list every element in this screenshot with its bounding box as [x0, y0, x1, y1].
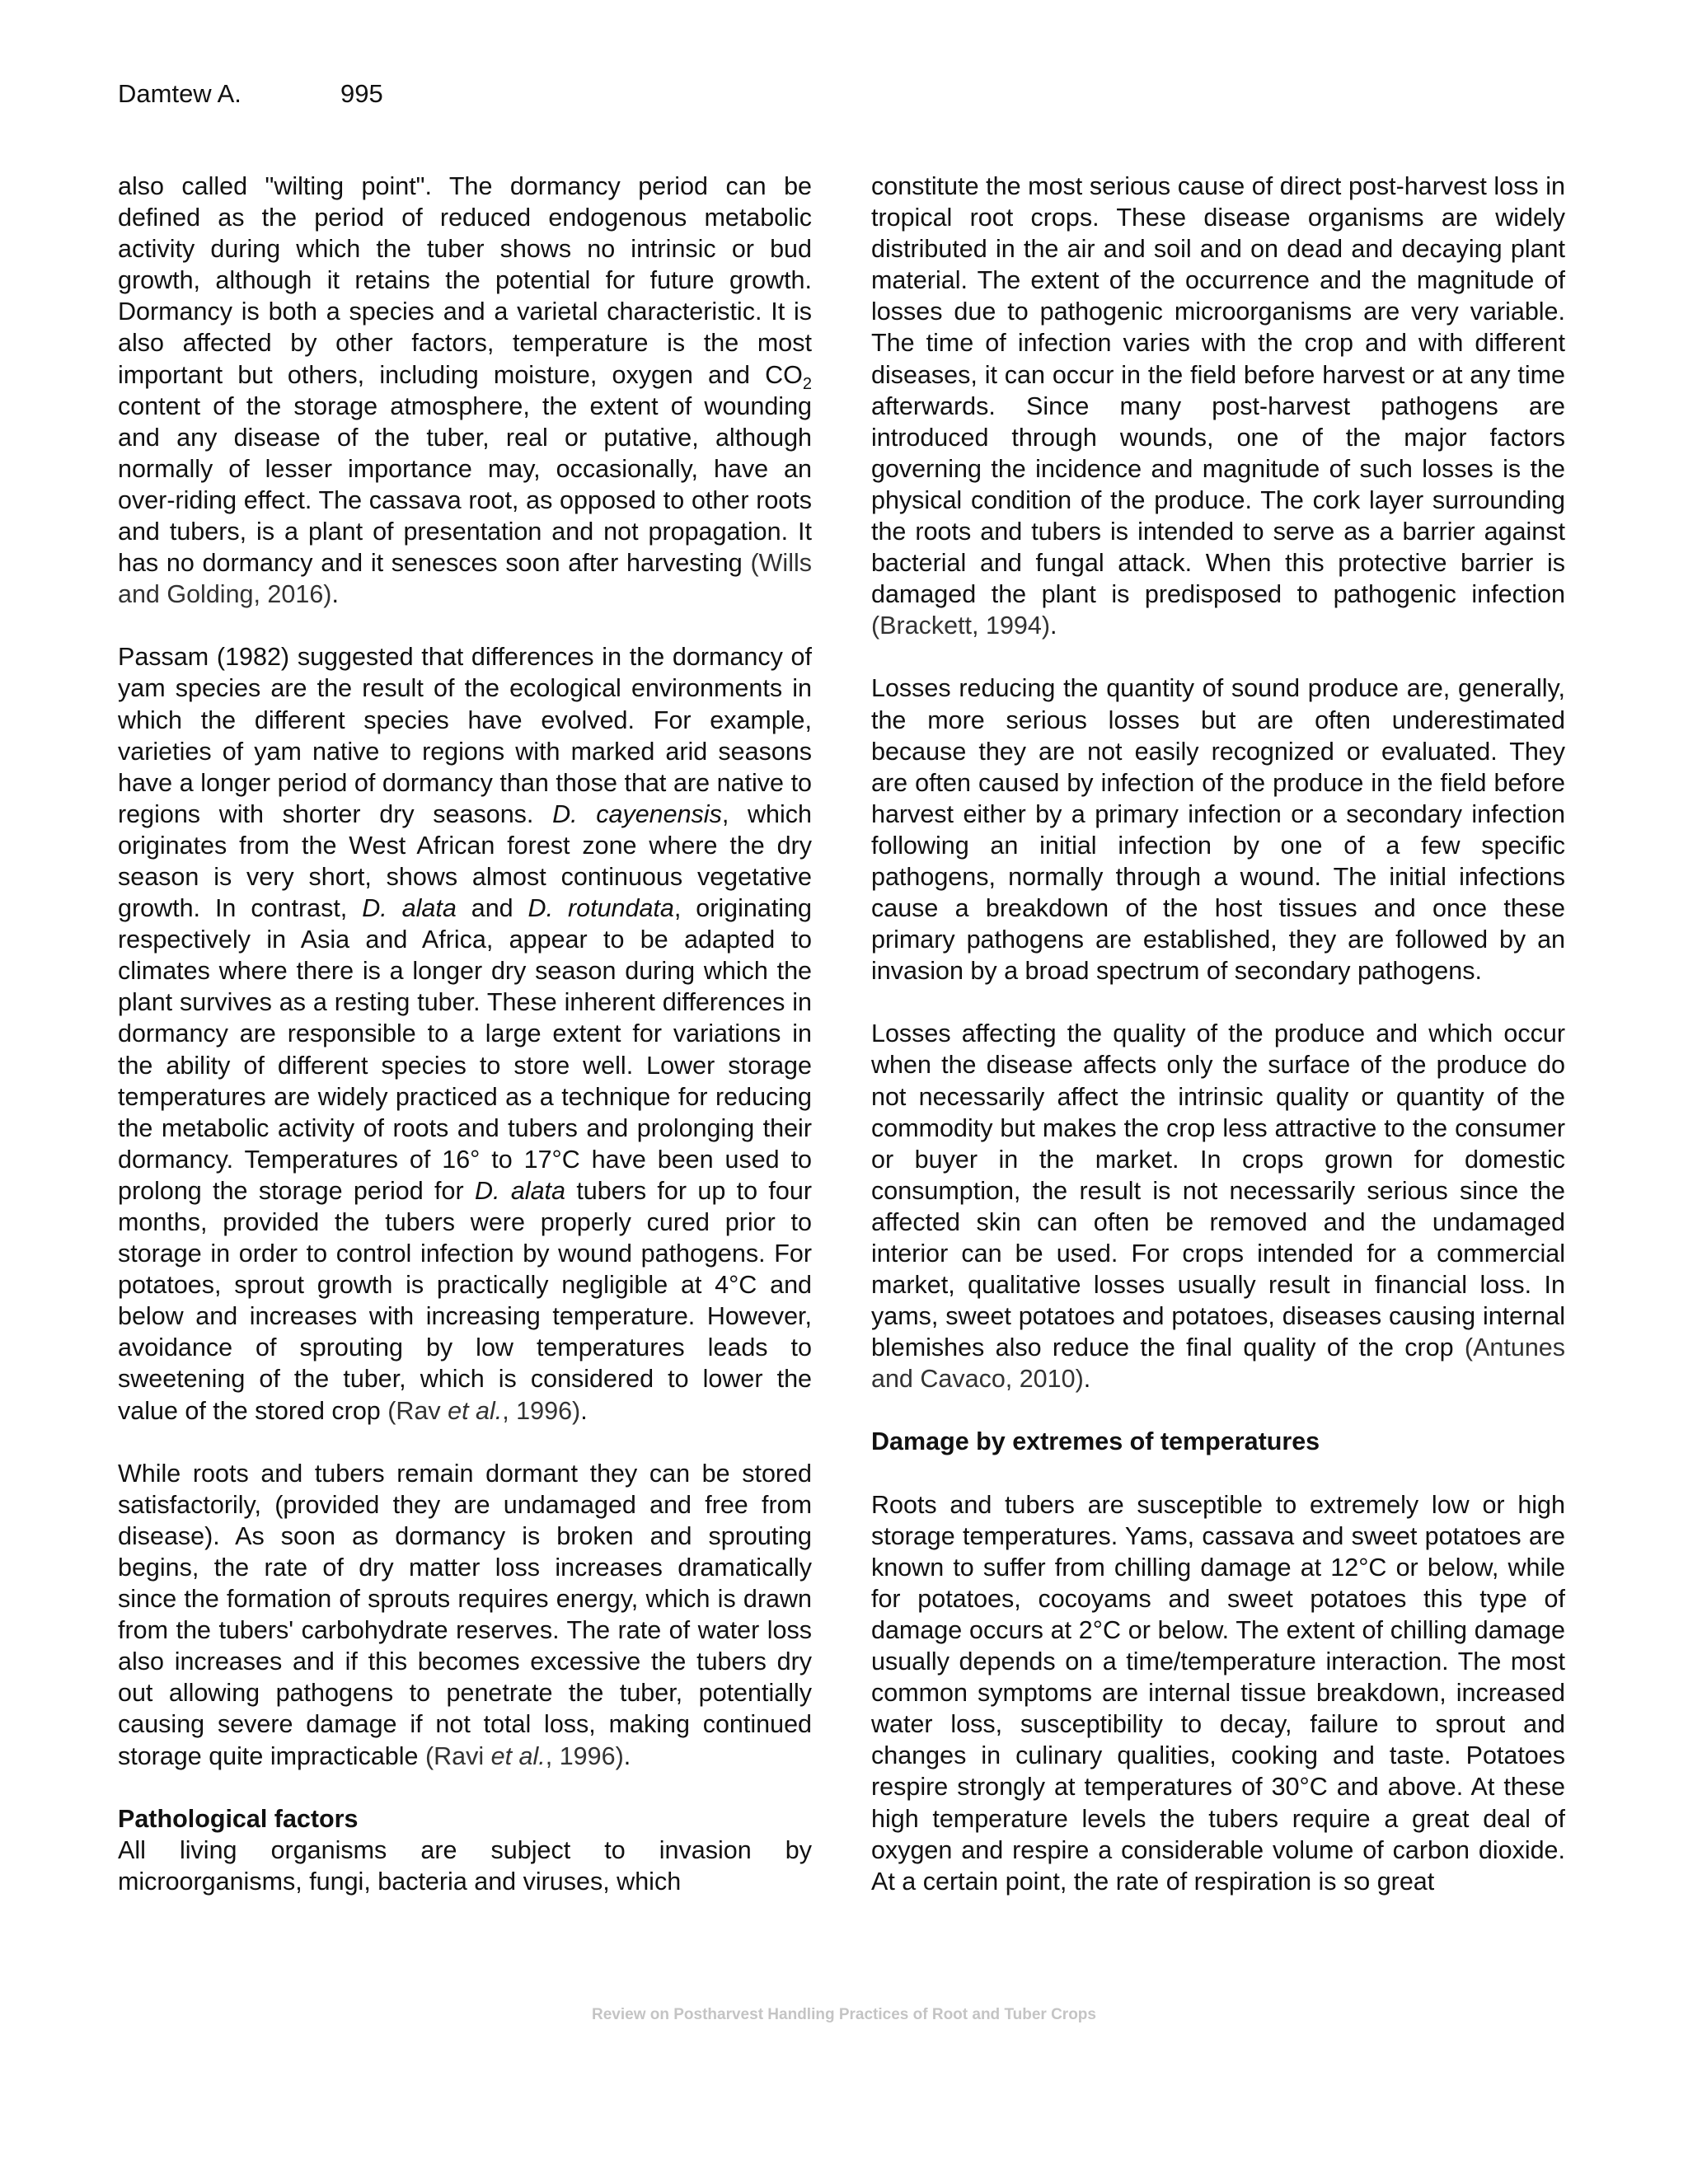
running-header [118, 79, 383, 109]
species-name: D. alata [362, 894, 457, 923]
running-footer: Review on Postharvest Handling Practices of Root and Tuber Crops [592, 2006, 1096, 2023]
section-heading: Damage by extremes of temperatures [871, 1427, 1320, 1456]
species-name: D. rotundata [528, 894, 674, 923]
paragraph: All living organisms are subject to invasion by microorganisms, fungi, bacteria and viruses, which [118, 1835, 812, 1896]
citation: (Ravi et al., 1996) [424, 1741, 624, 1770]
citation: (Brackett, 1994) [871, 612, 1050, 640]
paragraph: also called "wilting point". The dormancy period can be defined as the period of reduced endogenous metabolic activity during which the tuber shows no intrinsic or bud growth, although it retains the potential for future growth. Dormancy is both a species and a varietal characteristic. It is also affected by other factors, temperature is the most important but others, including moisture, oxygen and $CO_2$ content of the storage atmosphere, the extent of wounding and any disease of the tuber, real or putative, although normally of lesser importance may, occasionally, have an over-riding effect. The cassava root, as opposed to other roots and tubers, is a plant of presentation and not propagation. It has no dormancy and it senesces soon after harvesting (Wills and Golding, 2016). [118, 172, 812, 609]
subscript: 2 [802, 374, 812, 393]
species-name: D. cayenensis [552, 799, 722, 828]
species-name: D. alata [474, 1176, 565, 1205]
citation: (Antunes and Cavaco, 2010) [871, 1333, 1565, 1394]
author-name: Damtew A. [118, 79, 241, 108]
section-heading: Pathological factors [118, 1804, 359, 1833]
right-column [871, 171, 1565, 1897]
paragraph: constitute the most serious cause of direct post-harvest loss in tropical root crops. These disease organisms are widely distributed in the air and soil and on dead and decaying plant material. The extent of the occurrence and the magnitude of losses due to pathogenic microorganisms are very variable. The time of infection varies with the crop and with different diseases, it can occur in the field before harvest or at any time afterwards. Since many post-harvest pathogens are introduced through wounds, one of the major factors governing the incidence and magnitude of such losses is the physical condition of the produce. The cork layer surrounding the roots and tubers is intended to serve as a barrier against bacterial and fungal attack. When this protective barrier is damaged the plant is predisposed to pathogenic infection (Brackett, 1994). [871, 172, 1565, 640]
paragraph: While roots and tubers remain dormant they can be stored satisfactorily, (provided they are undamaged and free from disease). As soon as dormancy is broken and sprouting begins, the rate of dry matter loss increases dramatically since the formation of sprouts requires energy, which is drawn from the tubers' carbohydrate reserves. The rate of water loss also increases and if this becomes excessive the tubers dry out allowing pathogens to penetrate the tuber, potentially causing severe damage if not total loss, making continued storage quite impracticable (Ravi et al., 1996). [118, 1459, 812, 1770]
left-column [118, 171, 812, 1897]
citation: (Wills and Golding, 2016) [118, 549, 812, 609]
page-number: 995 [340, 79, 383, 108]
paragraph: Losses affecting the quality of the produce and which occur when the disease affects only the surface of the produce do not necessarily affect the intrinsic quality or quantity of the commodity but makes the crop less attractive to the consumer or buyer in the market. In crops grown for domestic consumption, the result is not necessarily serious since the affected skin can often be removed and the undamaged interior can be used. For crops intended for a commercial market, qualitative losses usually result in financial loss. In yams, sweet potatoes and potatoes, diseases causing internal blemishes also reduce the final quality of the crop (Antunes and Cavaco, 2010). [871, 1019, 1565, 1394]
citation: (Rav et al., 1996) [387, 1396, 581, 1425]
paragraph: Roots and tubers are susceptible to extremely low or high storage temperatures. Yams, cassava and sweet potatoes are known to suffer from chilling damage at 12°C or below, while for potatoes, cocoyams and sweet potatoes this type of damage occurs at 2°C or below. The extent of chilling damage usually depends on a time/temperature interaction. The most common symptoms are internal tissue breakdown, increased water loss, susceptibility to decay, failure to sprout and changes in culinary qualities, cooking and taste. Potatoes respire strongly at temperatures of 30°C and above. At these high temperature levels the tubers require a great deal of oxygen and respire a considerable volume of carbon dioxide. At a certain point, the rate of respiration is so great [871, 1490, 1565, 1896]
paragraph: Losses reducing the quantity of sound produce are, generally, the more serious losses but are often underestimated because they are not easily recognized or evaluated. They are often caused by infection of the produce in the field before harvest either by a primary infection or a secondary infection following an initial infection by one of a few specific pathogens, normally through a wound. The initial infections cause a breakdown of the host tissues and once these primary pathogens are established, they are followed by an invasion by a broad spectrum of secondary pathogens. [871, 674, 1565, 986]
paragraph: Passam (1982) suggested that differences in the dormancy of yam species are the result of the ecological environments in which the different species have evolved. For example, varieties of yam native to regions with marked arid seasons have a longer period of dormancy than those that are native to regions with shorter dry seasons. D. cayenensis, which originates from the West African forest zone where the dry season is very short, shows almost continuous vegetative growth. In contrast, D. alata and D. rotundata, originating respectively in Asia and Africa, appear to be adapted to climates where there is a longer dry season during which the plant survives as a resting tuber. These inherent differences in dormancy are responsible to a large extent for variations in the ability of different species to store well. Lower storage temperatures are widely practiced as a technique for reducing the metabolic activity of roots and tubers and prolonging their dormancy. Temperatures of 16° to 17°C have been used to prolong the storage period for D. alata tubers for up to four months, provided the tubers were properly cured prior to storage in order to control infection by wound pathogens. For potatoes, sprout growth is practically negligible at 4°C and below and increases with increasing temperature. However, avoidance of sprouting by low temperatures leads to sweetening of the tuber, which is considered to lower the value of the stored crop (Rav et al., 1996). [118, 643, 812, 1425]
